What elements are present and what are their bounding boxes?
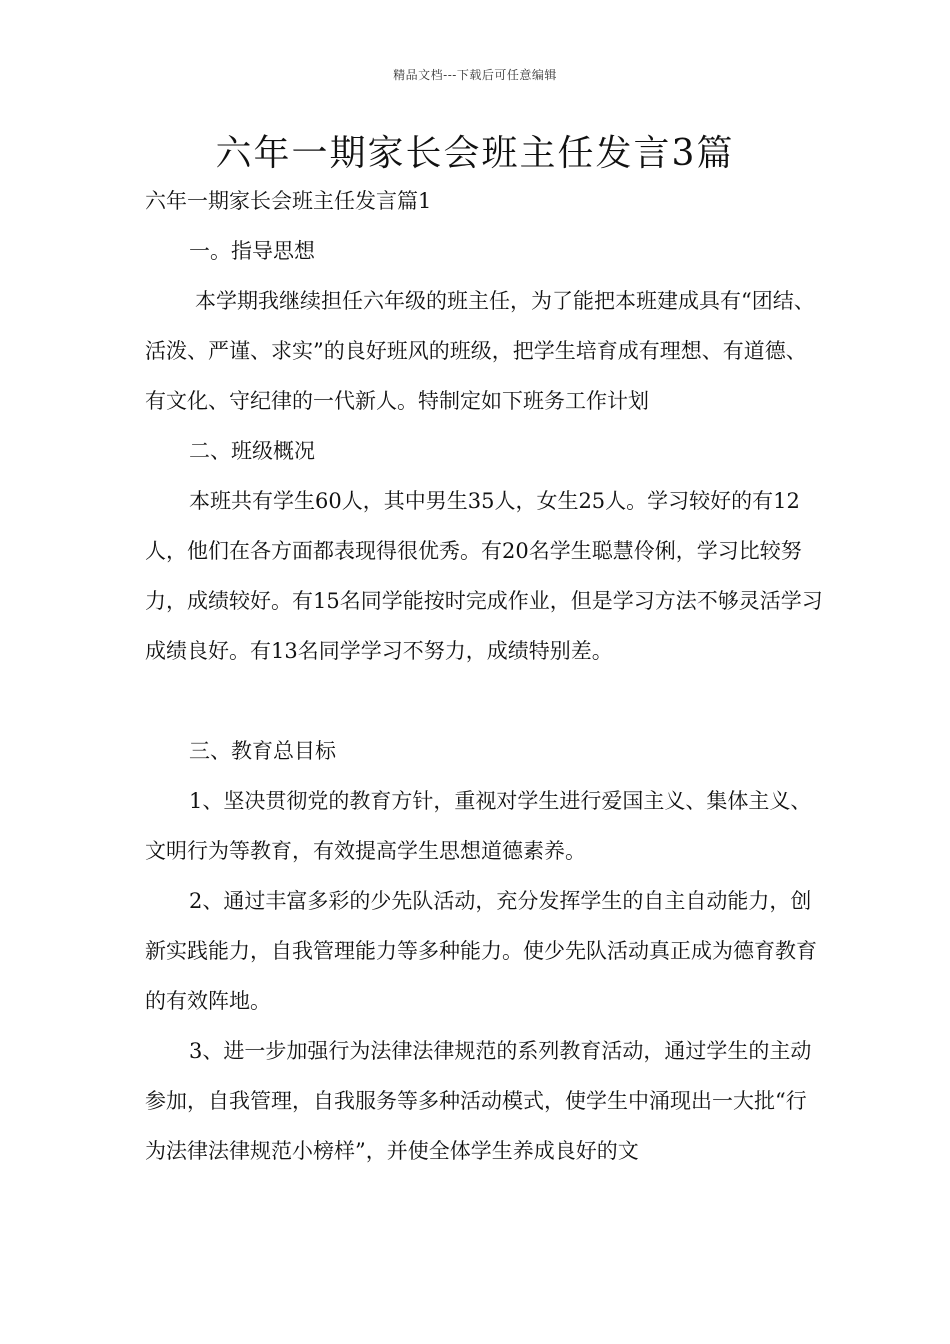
paragraph-guiding-thought: 本学期我继续担任六年级的班主任，为了能把本班建成具有“团结、活泼、严谨、求实”的良好班风的班级，把学生培育成有理想、有道德、有文化、守纪律的一代新人。特制定如下班务工作计划: [145, 289, 815, 413]
heading-class-overview: 二、班级概况: [189, 439, 315, 463]
document-title: 六年一期家长会班主任发言3篇: [215, 133, 735, 174]
document-body: [145, 176, 825, 1176]
heading-education-goals: 三、教育总目标: [189, 739, 336, 763]
goal-item-2: 2、通过丰富多彩的少先队活动，充分发挥学生的自主自动能力，创新实践能力，自我管理能力等多种能力。使少先队活动真正成为德育教育的有效阵地。: [145, 889, 817, 1013]
blank-line: [145, 676, 825, 726]
goal-item-1: 1、坚决贯彻党的教育方针，重视对学生进行爱国主义、集体主义、文明行为等教育，有效提高学生思想道德素养。: [145, 789, 812, 863]
section-subtitle: 六年一期家长会班主任发言篇1: [145, 189, 432, 213]
goal-item-3: 3、进一步加强行为法律法律规范的系列教育活动，通过学生的主动参加，自我管理，自我服务等多种活动模式，使学生中涌现出一大批“行为法律法律规范小榜样”，并使全体学生养成良好的文: [145, 1039, 812, 1163]
header-note: 精品文档---下载后可任意编辑: [393, 68, 557, 82]
heading-guiding-thought: 一。指导思想: [189, 239, 315, 263]
paragraph-class-overview: 本班共有学生60人，其中男生35人，女生25人。学习较好的有12人，他们在各方面都表现得很优秀。有20名学生聪慧伶俐，学习比较努力，成绩较好。有15名同学能按时完成作业，但是学习方法不够灵活学习成绩良好。有13名同学学习不努力，成绩特别差。: [145, 489, 823, 663]
